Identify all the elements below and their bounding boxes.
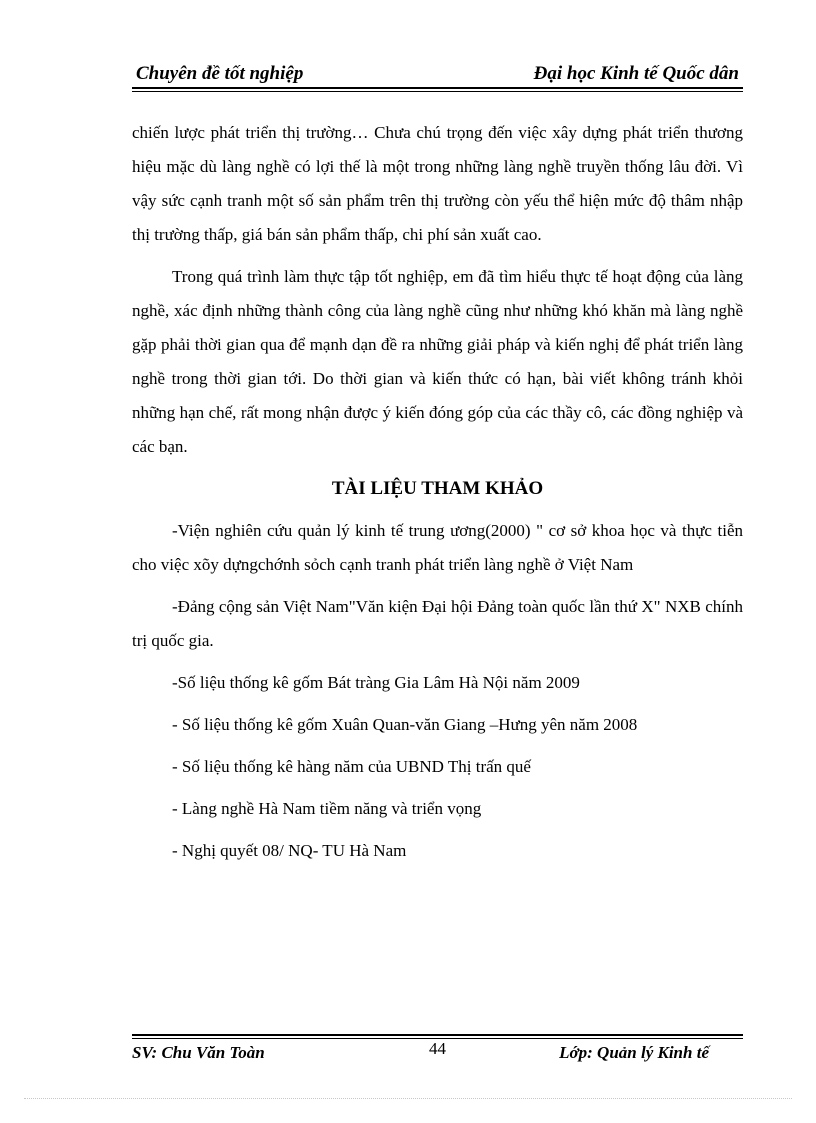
- page-footer: [132, 1034, 743, 1074]
- page-edge-dotted-line: [24, 1098, 792, 1099]
- reference-item: -Viện nghiên cứu quản lý kinh tế trung ương(2000) " cơ sở khoa học và thực tiễn cho việc xõy dựngchớnh sỏch cạnh tranh phát triển làng nghề ở Việt Nam: [132, 521, 743, 574]
- header-rule-bottom: [132, 91, 743, 92]
- reference-item: - Nghị quyết 08/ NQ- TU Hà Nam: [172, 841, 407, 860]
- footer-student-name: SV: Chu Văn Toàn: [132, 1043, 265, 1062]
- page-number: 44: [429, 1039, 446, 1058]
- header-thesis-type: Chuyên đề tốt nghiệp: [136, 63, 304, 84]
- reference-item: - Số liệu thống kê gốm Xuân Quan-văn Giang –Hưng yên năm 2008: [172, 715, 638, 734]
- references-title: TÀI LIỆU THAM KHẢO: [331, 478, 544, 499]
- paragraph-2: Trong quá trình làm thực tập tốt nghiệp, em đã tìm hiểu thực tế hoạt động của làng nghề, xác định những thành công của làng nghề cũng như những khó khăn mà làng nghề gặp phải thời gian qua để mạnh dạn đề ra những giải pháp và kiến nghị để phát triển làng nghề trong thời gian tới. Do thời gian và kiến thức có hạn, bài viết không tránh khỏi những hạn chế, rất mong nhận được ý kiến đóng góp của các thầy cô, các đồng nghiệp và các bạn.: [132, 267, 743, 456]
- footer-class: Lớp: Quản lý Kinh tế: [559, 1043, 709, 1062]
- header-rule-top: [132, 87, 743, 89]
- page-header: [132, 62, 743, 92]
- main-content: [132, 116, 743, 876]
- reference-item: - Làng nghề Hà Nam tiềm năng và triển vọng: [172, 799, 482, 818]
- footer-rule-top: [132, 1034, 743, 1036]
- reference-item: -Đảng cộng sản Việt Nam"Văn kiện Đại hội Đảng toàn quốc lần thứ X" NXB chính trị quốc gia.: [132, 597, 743, 650]
- reference-item: - Số liệu thống kê hàng năm của UBND Thị trấn quế: [172, 757, 531, 776]
- references-list: [132, 514, 743, 868]
- header-university: Đại học Kinh tế Quốc dân: [533, 63, 739, 84]
- reference-item: -Số liệu thống kê gốm Bát tràng Gia Lâm Hà Nội năm 2009: [172, 673, 580, 692]
- paragraph-1: chiến lược phát triển thị trường… Chưa chú trọng đến việc xây dựng phát triển thương hiệu mặc dù làng nghề có lợi thế là một trong những làng nghề truyền thống lâu đời. Vì vậy sức cạnh tranh một số sản phẩm trên thị trường còn yếu thể hiện mức độ thâm nhập thị trường thấp, giá bán sản phẩm thấp, chi phí sản xuất cao.: [132, 123, 743, 244]
